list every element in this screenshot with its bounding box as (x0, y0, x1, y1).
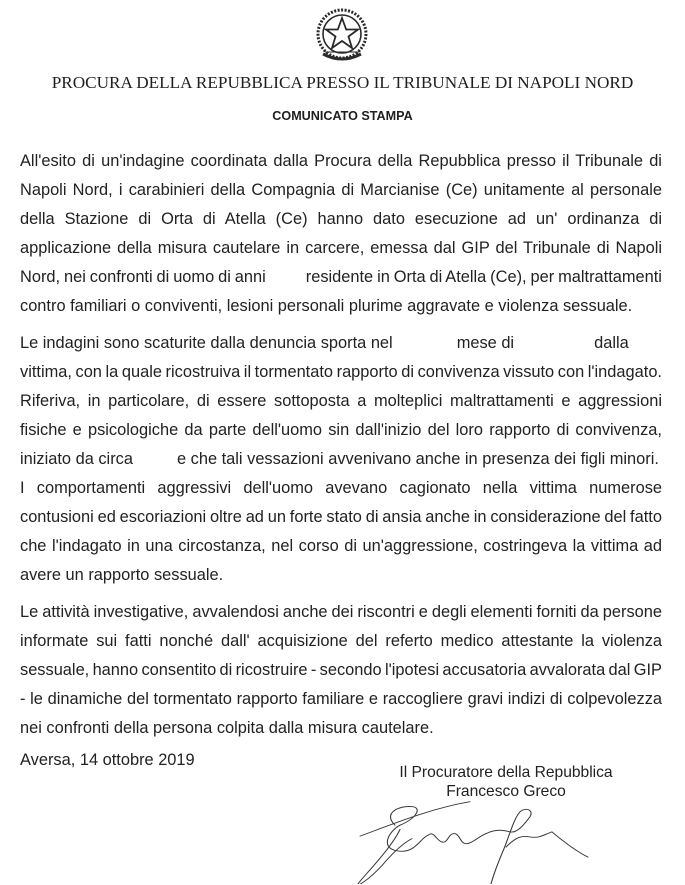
line-segment: dalla (594, 334, 629, 352)
paragraph-1-line-6 (20, 296, 662, 316)
line-text: informate sui fatti nonché dall' acquisizione del referto medico attestante la violenza (20, 632, 663, 650)
paragraph-2-line-8 (20, 536, 662, 556)
paragraph-2-line-7 (20, 507, 662, 527)
office-heading: PROCURA DELLA REPUBBLICA PRESSO IL TRIBUNALE DI NAPOLI NORD (51, 73, 634, 92)
line-text: All'esito di un'indagine coordinata dalla Procura della Repubblica presso il Tribunale di (20, 152, 662, 170)
line-text: nei confronti della persona colpita dalla misura cautelare. (20, 719, 434, 737)
line-text (20, 449, 659, 469)
italian-republic-emblem-icon (309, 6, 375, 66)
line-text (20, 267, 662, 287)
line-text: avere un rapporto sessuale. (20, 566, 224, 584)
line-text: che l'indagato in una circostanza, nel corso di un'aggressione, costringeva la vittima ad (20, 537, 663, 555)
paragraph-3-line-2 (20, 631, 662, 651)
paragraph-2-line-9 (20, 565, 662, 585)
paragraph-2-line-5 (20, 449, 662, 469)
line-text: - le dinamiche del tormentato rapporto familiare e raccogliere gravi indizi di colpevolezza (20, 690, 663, 708)
line-text: contusioni ed escoriazioni oltre ad un forte stato di ansia anche in considerazione del fatto (20, 508, 662, 526)
paragraph-1-line-1 (20, 151, 662, 171)
line-segment: e che tali vessazioni avvenivano anche in presenza dei figli minori. (176, 450, 659, 468)
signer-title: Il Procuratore della Repubblica (399, 764, 613, 781)
document-type-title: COMUNICATO STAMPA (272, 109, 413, 123)
handwritten-signature-icon (320, 800, 640, 884)
paragraph-1-line-2 (20, 180, 662, 200)
line-text (20, 333, 629, 353)
paragraph-2-line-2 (20, 362, 662, 382)
line-text: Le attività investigative, avvalendosi anche dei riscontri e degli elementi forniti da persone (20, 603, 662, 621)
paragraph-2-line-6 (20, 478, 662, 498)
paragraph-3-line-3 (20, 660, 662, 680)
line-text: fisiche e psicologiche da parte dell'uomo sin dall'inizio del loro rapporto di convivenza, (20, 421, 662, 439)
paragraph-2-line-3 (20, 391, 662, 411)
paragraph-3-line-5 (20, 718, 662, 738)
line-segment: iniziato da circa (20, 450, 133, 468)
paragraph-3-line-1 (20, 602, 662, 622)
line-segment: residente in Orta di Atella (Ce), per maltrattamenti (305, 268, 662, 286)
line-text: vittima, con la quale ricostruiva il tormentato rapporto di convivenza vissuto con l'indagato. (20, 363, 662, 381)
line-segment: mese di (456, 334, 515, 352)
line-segment: Nord, nei confronti di uomo di anni (20, 268, 266, 286)
line-text: contro familiari o conviventi, lesioni personali plurime aggravate e violenza sessuale. (20, 297, 633, 315)
paragraph-3-line-4 (20, 689, 662, 709)
signer-name: Francesco Greco (446, 783, 566, 800)
line-text: della Stazione di Orta di Atella (Ce) hanno dato esecuzione ad un' ordinanza di (20, 210, 663, 228)
paragraph-2-line-4 (20, 420, 662, 440)
paragraph-2-line-1 (20, 333, 662, 353)
line-text: I comportamenti aggressivi dell'uomo avevano cagionato nella vittima numerose (20, 479, 663, 497)
paragraph-1-line-3 (20, 209, 662, 229)
paragraph-1-line-4 (20, 238, 662, 258)
line-text: applicazione della misura cautelare in carcere, emessa dal GIP del Tribunale di Napoli (20, 239, 662, 257)
line-text: Napoli Nord, i carabinieri della Compagnia di Marcianise (Ce) unitamente al personale (20, 181, 662, 199)
line-text: Riferiva, in particolare, di essere sottoposta a molteplici maltrattamenti e aggressioni (20, 392, 662, 410)
place-and-date: Aversa, 14 ottobre 2019 (20, 751, 195, 769)
line-segment: Le indagini sono scaturite dalla denuncia sporta nel (20, 334, 393, 352)
line-text: sessuale, hanno consentito di ricostruire - secondo l'ipotesi accusatoria avvalorata dal GIP (20, 661, 662, 679)
paragraph-1-line-5 (20, 267, 662, 287)
